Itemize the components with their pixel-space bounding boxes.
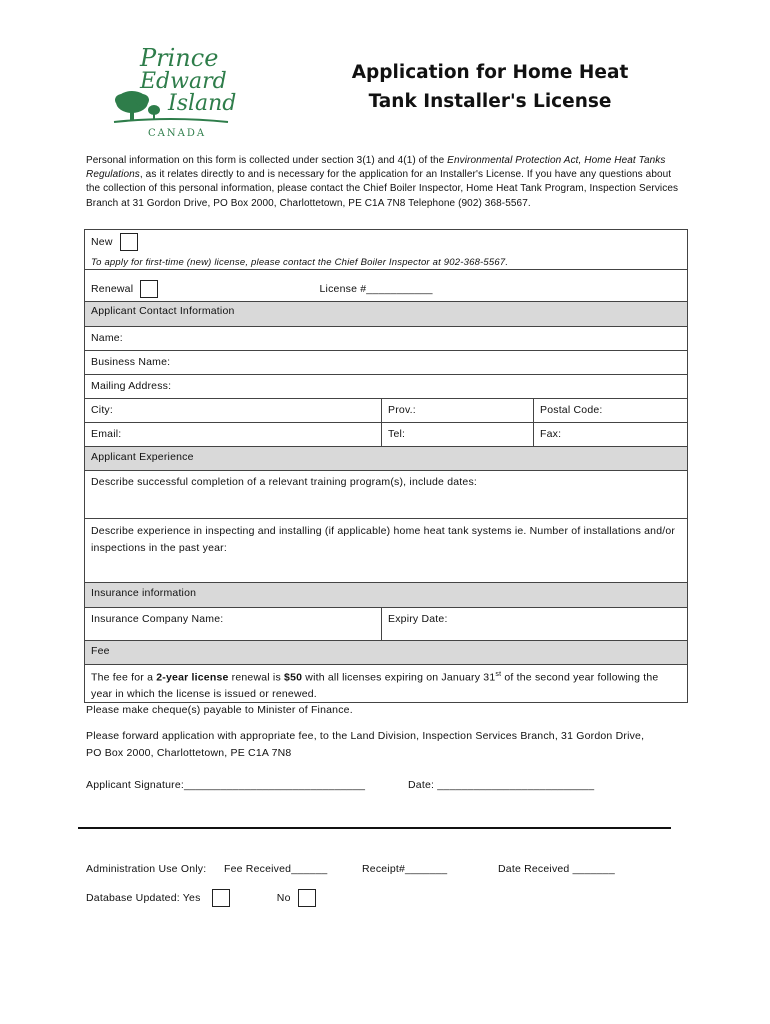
title-line-1: Application for Home Heat — [351, 62, 629, 83]
fee-description: The fee for a 2-year license renewal is $50 with all licenses expiring on January 31st of the second year following the year in which the license is issued or renewed. — [85, 665, 688, 703]
date-row — [408, 779, 594, 791]
fee-section-title: Fee — [85, 641, 688, 665]
fee-received-label: Fee Received — [224, 863, 292, 875]
fee-section-header — [85, 641, 688, 665]
cheque-note: Please make cheque(s) payable to Minister of Finance. — [86, 704, 353, 716]
new-label: New — [91, 235, 113, 248]
receipt — [362, 863, 447, 875]
date-field[interactable]: __________________________ — [437, 779, 595, 791]
pei-logo-graphic — [110, 42, 250, 142]
admin-label: Administration Use Only: — [86, 863, 207, 875]
privacy-act-name: Environmental Protection Act, Home Heat Tanks Regulations — [86, 155, 666, 181]
experience-field[interactable]: Describe experience in inspecting and installing (if applicable) home heat tank systems ie. Number of installations and/or inspections in the past year: — [85, 519, 688, 583]
database-updated-row — [86, 889, 316, 907]
name-field[interactable]: Name: — [85, 327, 688, 351]
fax-field[interactable]: Fax: — [534, 423, 688, 447]
contact-row — [85, 423, 688, 447]
city-field[interactable]: City: — [85, 399, 382, 423]
forward-note: Please forward application with appropriate fee, to the Land Division, Inspection Services Branch, 31 Gordon Drive, PO Box 2000, Charlottetown, PE C1A 7N8 — [86, 730, 645, 759]
license-number-label: License # — [319, 282, 367, 295]
insurance-company-field[interactable]: Insurance Company Name: — [85, 608, 382, 641]
new-row — [85, 230, 688, 270]
privacy-notice — [86, 154, 686, 211]
logo-prince: Prince — [140, 44, 219, 72]
insurance-row — [85, 608, 688, 641]
renewal-checkbox[interactable] — [140, 280, 158, 298]
insurance-section-header — [85, 583, 688, 608]
province-field[interactable]: Prov.: — [382, 399, 534, 423]
privacy-text-1: Personal information on this form is collected under section 3(1) and 4(1) of the — [86, 155, 448, 166]
renewal-row — [85, 270, 688, 302]
signature-label: Applicant Signature: — [86, 779, 184, 791]
receipt-field[interactable]: _______ — [405, 863, 448, 875]
city-row — [85, 399, 688, 423]
date-received-label: Date Received — [498, 863, 570, 875]
signature-field[interactable]: ______________________________ — [183, 779, 366, 791]
mailing-address-field[interactable]: Mailing Address: — [85, 375, 688, 399]
pei-logo — [110, 42, 250, 142]
signature-row — [86, 779, 365, 791]
new-checkbox[interactable] — [120, 233, 138, 251]
expiry-date-field[interactable]: Expiry Date: — [382, 608, 688, 641]
email-field[interactable]: Email: — [85, 423, 382, 447]
fee-received-field[interactable]: ______ — [291, 863, 328, 875]
date-received — [498, 863, 615, 875]
contact-section-header — [85, 302, 688, 327]
page-title — [330, 58, 650, 116]
business-name-field[interactable]: Business Name: — [85, 351, 688, 375]
new-license-note: To apply for first-time (new) license, please contact the Chief Boiler Inspector at 902-368-5567. — [91, 257, 509, 268]
fee-received — [224, 863, 327, 875]
fee-amount: $50 — [284, 671, 303, 684]
receipt-label: Receipt# — [362, 863, 406, 875]
tel-field[interactable]: Tel: — [382, 423, 534, 447]
database-yes-label: Database Updated: Yes — [86, 891, 201, 904]
logo-edward: Edward — [140, 69, 227, 94]
training-field[interactable]: Describe successful completion of a relevant training program(s), include dates: — [85, 471, 688, 519]
date-received-field[interactable]: _______ — [572, 863, 615, 875]
license-number-field[interactable]: ___________ — [366, 282, 433, 295]
application-form — [84, 229, 688, 703]
contact-section-title: Applicant Contact Information — [85, 302, 688, 327]
logo-canada: CANADA — [148, 128, 207, 139]
renewal-label: Renewal — [91, 282, 134, 295]
divider — [78, 827, 671, 829]
database-no-checkbox[interactable] — [298, 889, 316, 907]
fee-term: 2-year license — [156, 671, 229, 684]
postal-code-field[interactable]: Postal Code: — [534, 399, 688, 423]
logo-island: Island — [168, 91, 237, 116]
experience-section-header — [85, 447, 688, 471]
experience-section-title: Applicant Experience — [85, 447, 688, 471]
privacy-text-2: , as it relates directly to and is necessary for the application for an Installer's License. If you have any questions about the collection of this personal information, please contact the Chief Boiler Inspector, Home Heat Tank Program, Inspection Services Branch at 31 Gordon Drive, PO Box 2000, Charlottetown, PE C1A 7N8 Telephone (902) 368-5567. — [86, 169, 679, 209]
date-label: Date: — [408, 779, 435, 791]
database-no-label: No — [276, 891, 291, 904]
title-line-2: Tank Installer's License — [368, 91, 612, 112]
database-yes-checkbox[interactable] — [212, 889, 230, 907]
fee-row — [85, 665, 688, 703]
insurance-section-title: Insurance information — [85, 583, 688, 608]
